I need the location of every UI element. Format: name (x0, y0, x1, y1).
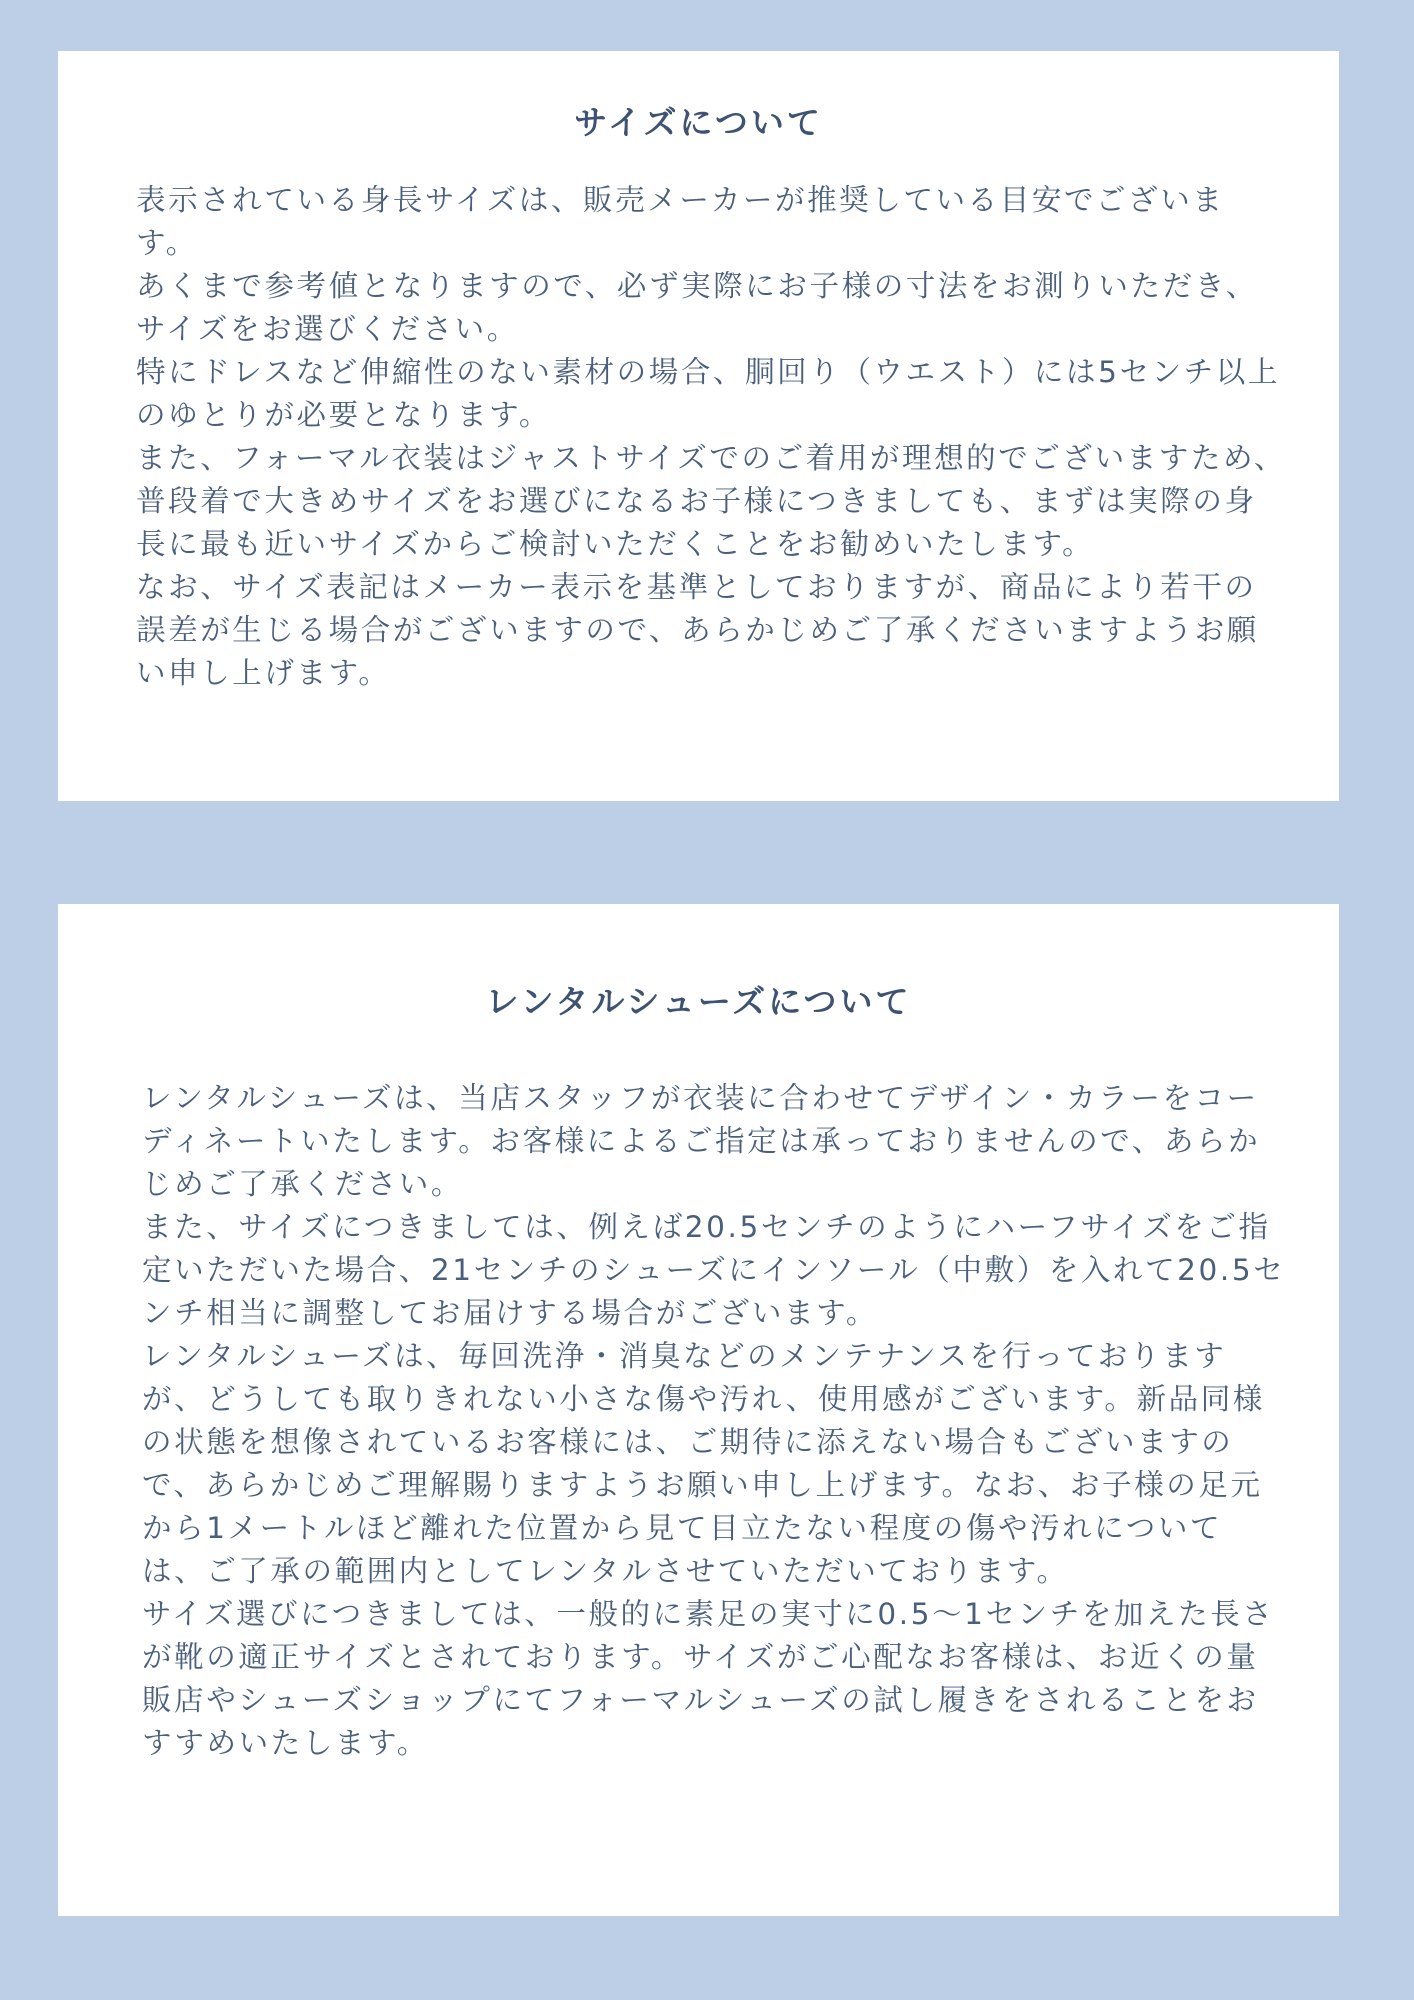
shoes-section-body (142, 1077, 1286, 1765)
size-paragraph: あくまで参考値となりますので、必ず実際にお子様の寸法をお測りいただき、サイズをお選びください。 (136, 269, 1258, 346)
rental-shoes-card (58, 904, 1339, 1916)
size-section-title: サイズについて (574, 103, 823, 142)
size-section-body (136, 179, 1286, 695)
shoes-paragraph: レンタルシューズは、当店スタッフが衣装に合わせてデザイン・カラーをコーディネートいたします。お客様によるご指定は承っておりませんので、あらかじめご了承ください。 (142, 1081, 1261, 1201)
size-paragraph: 特にドレスなど伸縮性のない素材の場合、胴回り（ウエスト）には5センチ以上のゆとりが必要となります。 (136, 355, 1280, 432)
shoes-paragraph: また、サイズにつきましては、例えば20.5センチのようにハーフサイズをご指定いただいた場合、21センチのシューズにインソール（中敷）を入れて20.5センチ相当に調整してお届けする場合がございます。 (142, 1210, 1286, 1330)
size-paragraph: また、フォーマル衣装はジャストサイズでのご着用が理想的でございますため、普段着で大きめサイズをお選びになるお子様につきましても、まずは実際の身長に最も近いサイズからご検討いただくことをお勧めいたします。 (136, 441, 1286, 561)
shoes-paragraph: サイズ選びにつきましては、一般的に素足の実寸に0.5〜1センチを加えた長さが靴の適正サイズとされております。サイズがご心配なお客様は、お近くの量販店やシューズショップにてフォーマルシューズの試し履きをされることをおすすめいたします。 (142, 1597, 1275, 1760)
shoes-paragraph: レンタルシューズは、毎回洗浄・消臭などのメンテナンスを行っておりますが、どうしても取りきれない小さな傷や汚れ、使用感がございます。新品同様の状態を想像されているお客様には、ご期待に添えない場合もございますので、あらかじめご理解賜りますようお願い申し上げます。なお、お子様の足元から1メートルほど離れた位置から見て目立たない程度の傷や汚れについては、ご了承の範囲内としてレンタルさせていただいております。 (142, 1339, 1265, 1588)
shoes-section-title: レンタルシューズについて (485, 982, 912, 1021)
size-paragraph: なお、サイズ表記はメーカー表示を基準としておりますが、商品により若干の誤差が生じる場合がございますので、あらかじめご了承くださいますようお願い申し上げます。 (136, 570, 1259, 690)
size-info-card (58, 51, 1339, 801)
size-paragraph: 表示されている身長サイズは、販売メーカーが推奨している目安でございます。 (136, 183, 1225, 260)
